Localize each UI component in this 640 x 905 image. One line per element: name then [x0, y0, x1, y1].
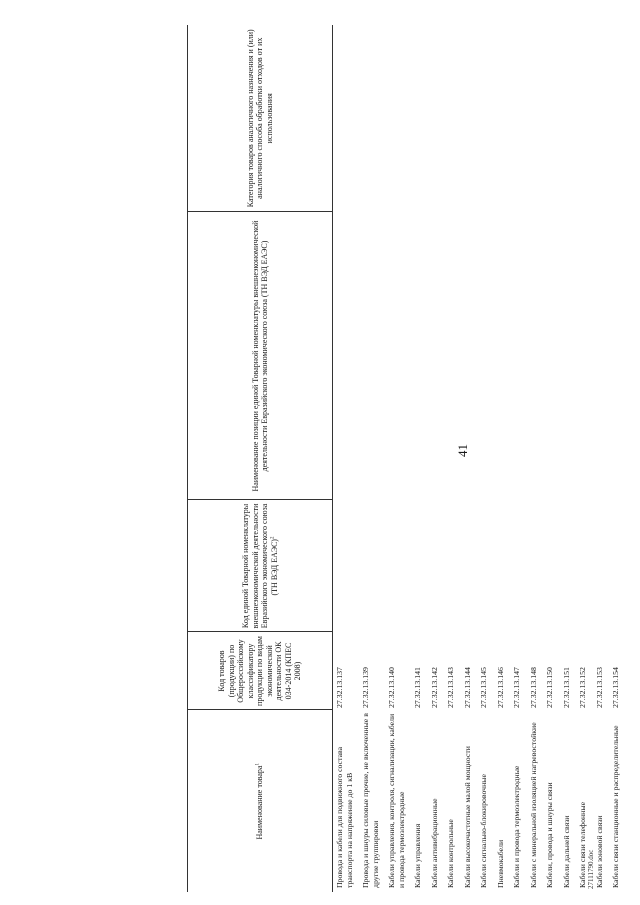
okpd-code-cell: 27.32.13.141 [413, 667, 422, 708]
okpd-code-cell: 27.32.13.137 [335, 667, 344, 708]
table-row [477, 25, 494, 892]
empty-cell [333, 500, 360, 632]
okpd-code-cell: 27.32.13.139 [361, 667, 370, 708]
product-name-cell: Кабели зоновой связи [594, 815, 604, 888]
goods-table [187, 25, 626, 892]
product-name-cell: Кабели и провода термоэлектродные [512, 765, 521, 888]
empty-cell [527, 212, 544, 500]
empty-cell [593, 25, 610, 212]
empty-cell [359, 500, 385, 632]
empty-cell [359, 25, 385, 212]
okpd-code-cell: 27.32.13.152 [578, 667, 587, 708]
okpd-code-cell: 27.32.13.145 [479, 667, 488, 708]
empty-cell [411, 212, 428, 500]
table-row [385, 25, 411, 892]
empty-cell [428, 212, 445, 500]
empty-cell [543, 500, 560, 632]
okpd-code-cell: 27.32.13.144 [462, 667, 472, 708]
okpd-code-cell: 27.32.13.143 [446, 667, 455, 708]
table-row [444, 25, 461, 892]
table-row [359, 25, 385, 892]
product-name-cell: Кабели антивибрационные [429, 798, 439, 888]
okpd-code-cell: 27.32.13.147 [512, 667, 521, 708]
empty-cell [444, 25, 461, 212]
header-okpd-code: Код товаров (продукции) по Общероссийскому классификатору продукции по видам экономической деятельности ОК 034-2014 (КПЕС 2008) [188, 632, 333, 710]
okpd-code-cell: 27.32.13.142 [429, 667, 439, 708]
product-name-cell: Провода и шнуры силовые прочие, не включенные в другие группировки [361, 713, 380, 888]
empty-cell [444, 212, 461, 500]
empty-cell [411, 25, 428, 212]
table-row [560, 25, 577, 892]
okpd-code-cell: 27.32.13.154 [611, 667, 620, 708]
table-row [494, 25, 511, 892]
product-name-cell: Кабели управления [413, 823, 422, 888]
empty-cell [428, 25, 445, 212]
empty-cell [494, 25, 511, 212]
empty-cell [560, 212, 577, 500]
table-header-row [188, 25, 333, 892]
header-tnved-name: Наименование позиции единой Товарной номенклатуры внешнеэкономической деятельности Евразийского экономического союза (ТН ВЭД ЕАЭС) [188, 212, 333, 500]
empty-cell [510, 25, 527, 212]
empty-cell [411, 500, 428, 632]
empty-cell [359, 212, 385, 500]
okpd-code-cell: 27.32.13.148 [528, 667, 538, 708]
empty-cell [510, 500, 527, 632]
empty-cell [527, 25, 544, 212]
empty-cell [428, 500, 445, 632]
product-name-cell: Кабели сигнально-блокировочные [479, 774, 488, 888]
empty-cell [609, 212, 626, 500]
empty-cell [576, 500, 593, 632]
empty-cell [560, 500, 577, 632]
table-row [411, 25, 428, 892]
empty-cell [333, 212, 360, 500]
okpd-code-cell: 27.32.13.140 [387, 667, 396, 708]
okpd-code-cell: 27.32.13.153 [594, 667, 604, 708]
empty-cell [510, 212, 527, 500]
empty-cell [543, 25, 560, 212]
empty-cell [461, 25, 478, 212]
empty-cell [477, 500, 494, 632]
empty-cell [477, 25, 494, 212]
empty-cell [527, 500, 544, 632]
table-row [609, 25, 626, 892]
table-row [527, 25, 544, 892]
table-row [428, 25, 445, 892]
product-name-cell: Кабели высокочастотные малой мощности [462, 746, 472, 888]
empty-cell [576, 25, 593, 212]
product-name-cell: Кабели управления, контроля, сигнализации, кабели и провода термоэлектродные [387, 713, 406, 888]
empty-cell [461, 212, 478, 500]
empty-cell [543, 212, 560, 500]
empty-cell [560, 25, 577, 212]
empty-cell [333, 25, 360, 212]
header-category: Категория товаров аналогичного назначения и (или) аналогичного способа обработки отходов от их использования [188, 25, 333, 212]
product-name-cell: Кабели дальней связи [561, 815, 571, 888]
empty-cell [461, 500, 478, 632]
empty-cell [477, 212, 494, 500]
empty-cell [593, 500, 610, 632]
empty-cell [609, 500, 626, 632]
header-tnved-code: Код единой Товарной номенклатуры внешнеэкономической деятельности Евразийского экономического союза (ТН ВЭД ЕАЭС)$^2$ [188, 500, 333, 632]
product-name-cell: Кабели, провода и шнуры связи [545, 782, 554, 888]
product-name-cell: Кабели с минеральной изоляцией нагревостойкие [528, 722, 538, 888]
empty-cell [609, 25, 626, 212]
table-row [543, 25, 560, 892]
product-name-cell: Кабели связи станционные и распределительные [611, 725, 620, 888]
table-row [461, 25, 478, 892]
empty-cell [593, 212, 610, 500]
product-name-cell: Провода и кабели для подвижного состава транспорта на напряжение до 1 кВ [335, 746, 354, 888]
table-row [593, 25, 610, 892]
empty-cell [576, 212, 593, 500]
empty-cell [494, 212, 511, 500]
empty-cell [444, 500, 461, 632]
product-name-cell: Кабели контрольные [446, 819, 455, 888]
header-product-name: Наименование товара$^1$ [188, 710, 333, 892]
okpd-code-cell: 27.32.13.146 [495, 667, 505, 708]
okpd-code-cell: 27.32.13.150 [545, 667, 554, 708]
document-footer: 27111790.doc [587, 849, 595, 889]
table-row [510, 25, 527, 892]
empty-cell [385, 500, 411, 632]
table-row [333, 25, 360, 892]
table-body [333, 25, 626, 892]
empty-cell [494, 500, 511, 632]
empty-cell [385, 25, 411, 212]
page-number: 41 [455, 444, 470, 457]
product-name-cell: Пневмокабели [495, 839, 505, 888]
okpd-code-cell: 27.32.13.151 [561, 667, 571, 708]
empty-cell [385, 212, 411, 500]
table-row [576, 25, 593, 892]
product-name-cell: Кабели связи телефонные [578, 801, 587, 888]
